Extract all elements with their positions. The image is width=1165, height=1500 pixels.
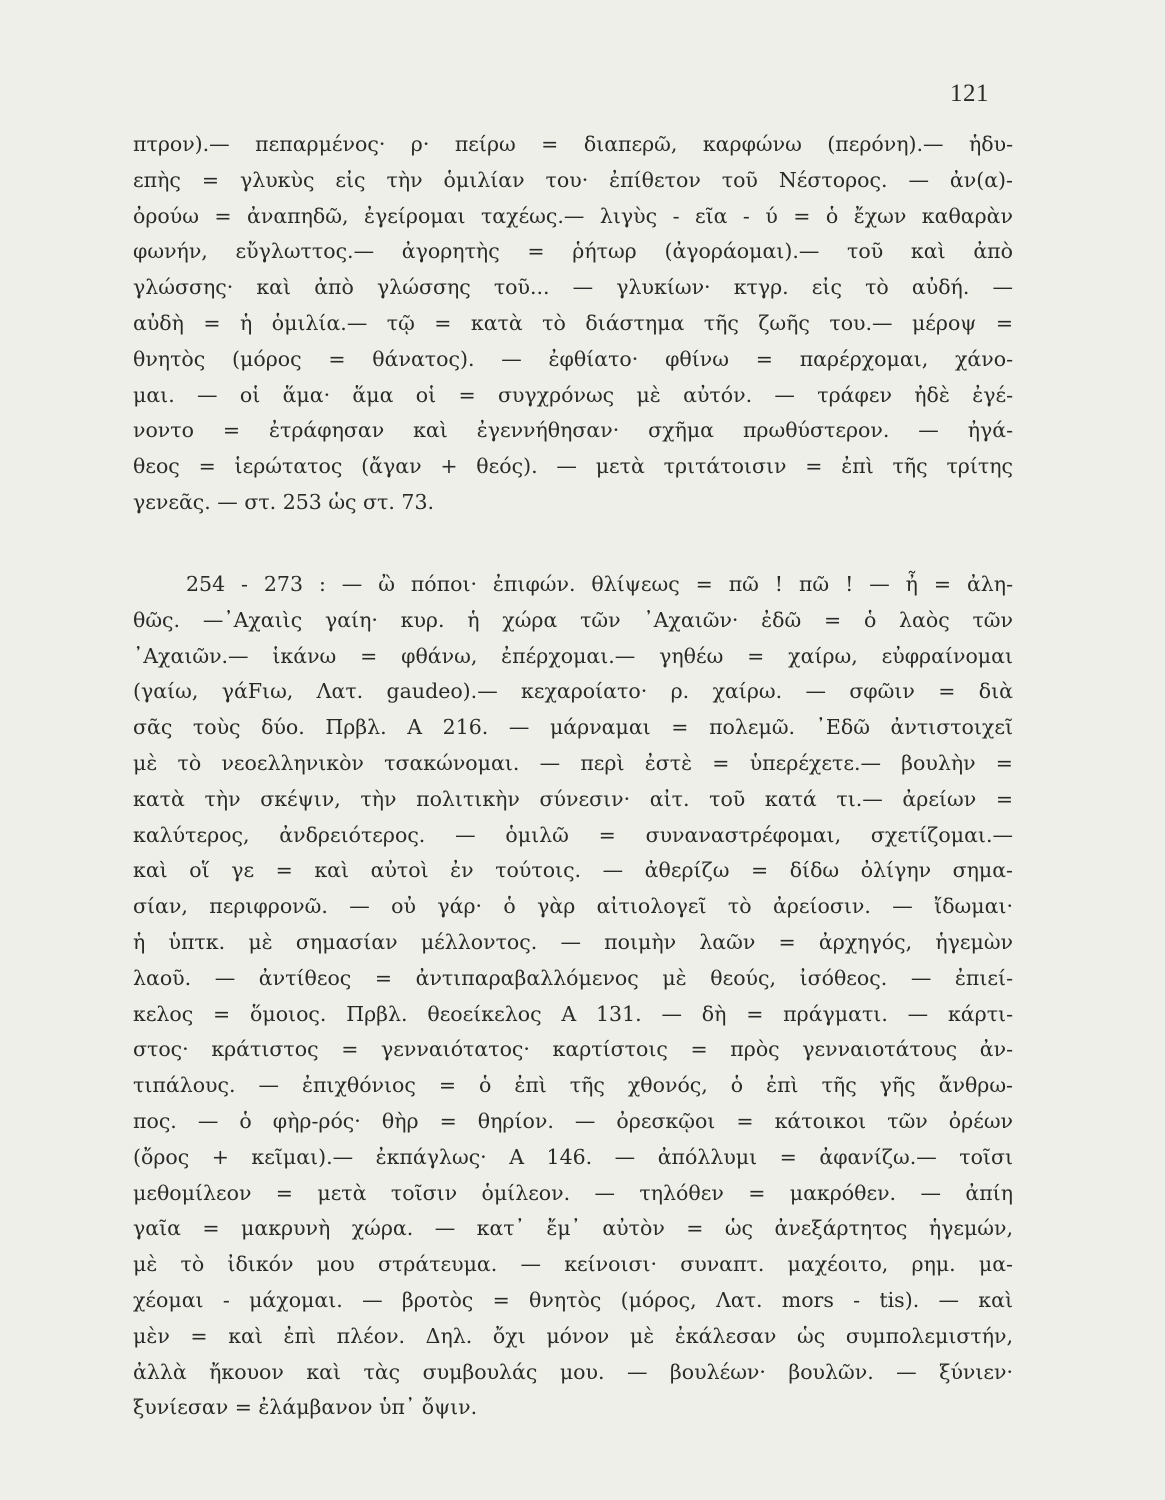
paragraph-1 [133,127,1013,521]
text-line: επὴς = γλυκὺς εἰς τὴν ὁμιλίαν του· ἐπίθετον τοῦ Νέστορος. — ἀν(α)- [133,167,1013,192]
text-line: πος. — ὁ φὴρ-ρός· θὴρ = θηρίον. — ὀρεσκῷοι = κάτοικοι τῶν ὀρέων [133,1108,1013,1133]
text-line: καλύτερος, ἀνδρειότερος. — ὁμιλῶ = συναναστρέφομαι, σχετίζομαι.— [133,822,1013,847]
text-line: μεθομίλεον = μετὰ τοῖσιν ὁμίλεον. — τηλόθεν = μακρόθεν. — ἀπίη [133,1180,1013,1205]
paragraph-2 [133,567,1013,1426]
text-line: ᾿Αχαιῶν.— ἱκάνω = φθάνω, ἐπέρχομαι.— γηθέω = χαίρω, εὐφραίνομαι [133,643,1013,668]
text-line: μὲ τὸ νεοελληνικὸν τσακώνομαι. — περὶ ἐστὲ = ὑπερέχετε.— βουλὴν = [133,750,1013,775]
text-line: ἀλλὰ ἤκουον καὶ τὰς συμβουλάς μου. — βουλέων· βουλῶν. — ξύνιεν· [133,1359,1013,1384]
text-line: (ὄρος + κεῖμαι).— ἐκπάγλως· Α 146. — ἀπόλλυμι = ἀφανίζω.— τοῖσι [133,1144,1013,1169]
text-line: λαοῦ. — ἀντίθεος = ἀντιπαραβαλλόμενος μὲ θεούς, ἰσόθεος. — ἐπιεί- [133,965,1013,990]
text-line: σᾶς τοὺς δύο. Πρβλ. Α 216. — μάρναμαι = πολεμῶ. ᾿Εδῶ ἀντιστοιχεῖ [133,715,1013,740]
text-line: γλώσσης· καὶ ἀπὸ γλώσσης τοῦ... — γλυκίων· κτγρ. εἰς τὸ αὐδή. — [133,275,1013,300]
text-line: γαῖα = μακρυνὴ χώρα. — κατ᾿ ἔμ᾿ αὐτὸν = ὡς ἀνεξάρτητος ἡγεμών, [133,1216,1013,1241]
text-line: πτρον).— πεπαρμένος· ρ· πείρω = διαπερῶ, καρφώνω (περόνη).— ἡδυ- [133,132,1013,156]
text-line: στος· κράτιστος = γενναιότατος· καρτίστοις = πρὸς γενναιοτάτους ἀν- [133,1037,1013,1062]
text-line: νοντο = ἐτράφησαν καὶ ἐγεννήθησαν· σχῆμα πρωθύστερον. — ἠγά- [133,418,1013,443]
text-line: χέομαι - μάχομαι. — βροτὸς = θνητὸς (μόρος, Λατ. mors - tis). — καὶ [133,1287,1013,1312]
text-line: καὶ οἵ γε = καὶ αὐτοὶ ἐν τούτοις. — ἀθερίζω = δίδω ὀλίγην σημα- [133,858,1013,883]
text-line: κατὰ τὴν σκέψιν, τὴν πολιτικὴν σύνεσιν· αἰτ. τοῦ κατά τι.— ἀρείων = [133,786,1013,811]
text-line: αὐδὴ = ἡ ὁμιλία.— τῷ = κατὰ τὸ διάστημα τῆς ζωῆς του.— μέροψ = [133,310,1013,335]
page-number: 121 [950,80,989,107]
text-line: ξυνίεσαν = ἐλάμβανον ὑπ᾿ ὄψιν. [133,1395,478,1420]
text-line: ἡ ὑπτκ. μὲ σημασίαν μέλλοντος. — ποιμὴν λαῶν = ἀρχηγός, ἡγεμὼν [133,929,1013,954]
text-line: γενεᾶς. — στ. 253 ὡς στ. 73. [133,489,435,514]
text-line: θῶς. —᾿Αχαιὶς γαίη· κυρ. ἡ χώρα τῶν ᾿Αχαιῶν· ἐδῶ = ὁ λαὸς τῶν [133,607,1013,632]
text-line: φωνήν, εὔγλωττος.— ἀγορητὴς = ῥήτωρ (ἀγοράομαι).— τοῦ καὶ ἀπὸ [133,239,1013,264]
text-line: κελος = ὅμοιος. Πρβλ. θεοείκελος Α 131. — δὴ = πράγματι. — κάρτι- [133,1001,1013,1026]
text-line: σίαν, περιφρονῶ. — οὐ γάρ· ὁ γὰρ αἰτιολογεῖ τὸ ἀρείοσιν. — ἴδωμαι· [133,894,1013,919]
text-line: μὲ τὸ ἰδικόν μου στράτευμα. — κείνοισι· συναπτ. μαχέοιτο, ρημ. μα- [133,1252,1013,1277]
text-line: (γαίω, γάFιω, Λατ. gaudeo).— κεχαροίατο· ρ. χαίρω. — σφῶιν = διὰ [133,679,1013,704]
text-line: ὀρούω = ἀναπηδῶ, ἐγείρομαι ταχέως.— λιγὺς - εῖα - ύ = ὁ ἔχων καθαρὰν [133,203,1013,228]
text-line: μαι. — οἱ ἅμα· ἅμα οἱ = συγχρόνως μὲ αὐτόν. — τράφεν ἠδὲ ἐγέ- [133,382,1013,407]
text-line: τιπάλους. — ἐπιχθόνιος = ὁ ἐπὶ τῆς χθονός, ὁ ἐπὶ τῆς γῆς ἄνθρω- [133,1073,1013,1098]
text-line: 254 - 273 : — ὢ πόποι· ἐπιφών. θλίψεως = πῶ ! πῶ ! — ἦ = ἀλη- [186,572,1013,596]
text-line: μὲν = καὶ ἐπὶ πλέον. Δηλ. ὄχι μόνον μὲ ἐκάλεσαν ὡς συμπολεμιστήν, [133,1323,1013,1348]
text-line: θνητὸς (μόρος = θάνατος). — ἐφθίατο· φθίνω = παρέρχομαι, χάνο- [133,346,1013,371]
text-line: θεος = ἱερώτατος (ἄγαν + θεός). — μετὰ τριτάτοισιν = ἐπὶ τῆς τρίτης [133,454,1013,479]
